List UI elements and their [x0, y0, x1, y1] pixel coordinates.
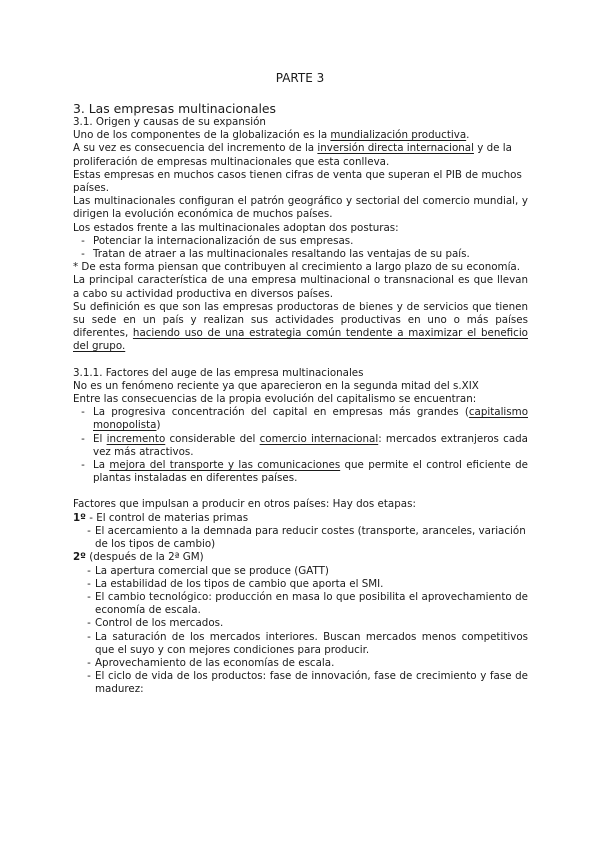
note: * De esta forma piensan que contribuyen al crecimiento a largo plazo de su economía. [73, 261, 521, 274]
paragraph-pattern: Las multinacionales configuran el patrón geográfico y sectorial del comercio mundial, y dirigen la evolución económica de muchos países. [73, 195, 528, 221]
list-item: - Potenciar la internacionalización de sus empresas. [81, 234, 354, 247]
list-item: - El cambio tecnológico: producción en masa lo que posibilita el aprovechamiento de economía de escala. [87, 590, 528, 617]
page-title: PARTE 3 [275, 71, 325, 85]
paragraph-globalization: Uno de los componentes de la globalización es la mundialización productiva. [73, 129, 470, 142]
document-body [73, 101, 528, 697]
paragraph-sales: Estas empresas en muchos casos tienen cifras de venta que superan el PIB de muchos países. [73, 168, 522, 195]
list-item: - El incremento considerable del comercio internacional: mercados extranjeros cada vez más atractivos. [81, 432, 528, 458]
section-heading: 3. Las empresas multinacionales [73, 101, 277, 116]
paragraph-postures: Los estados frente a las multinacionales adoptan dos posturas: [73, 221, 399, 234]
subsection-heading: 3.1.1. Factores del auge de las empresa multinacionales [73, 366, 364, 379]
list-item: - El acercamiento a la demnada para reducir costes (transporte, aranceles, variación de los tipos de cambio) [87, 524, 526, 551]
stage-first: 1º - El control de materias primas [73, 511, 249, 524]
paragraph-stages: Factores que impulsan a producir en otros países: Hay dos etapas: [73, 498, 416, 511]
stage-second: 2º (después de la 2ª GM) [73, 551, 204, 564]
paragraph-investment: A su vez es consecuencia del incremento de la inversión directa internacional y de la proliferación de empresas multinacionales que esta conlleva. [73, 142, 512, 168]
list-item: - La mejora del transporte y las comunicaciones que permite el control eficiente de plantas instaladas en diferentes países. [81, 459, 528, 485]
list-item: - Control de los mercados. [87, 617, 224, 630]
underlined-term: haciendo uso de una estrategia común tendente a maximizar el beneficio del grupo. [73, 327, 528, 353]
paragraph-origin: No es un fenómeno reciente ya que aparecieron en la segunda mitad del s.XIX [73, 379, 479, 392]
list-item: - La apertura comercial que se produce (GATT) [87, 564, 329, 577]
paragraph-definition: Su definición es que son las empresas productoras de bienes y de servicios que tienen su sede en un país y realizan sus actividades productivas en uno o más países diferentes, haciendo uso de una estrategia común tendente a maximizar el beneficio del grupo. [73, 300, 528, 353]
section-subheading: 3.1. Origen y causas de su expansión [73, 116, 266, 128]
list-item: - Aprovechamiento de las economías de escala. [87, 656, 335, 669]
list-item: - El ciclo de vida de los productos: fase de innovación, fase de crecimiento y fase de madurez: [87, 670, 528, 696]
paragraph-consequences: Entre las consecuencias de la propia evolución del capitalismo se encuentran: [73, 393, 477, 406]
paragraph-characteristic: La principal característica de una empresa multinacional o transnacional es que llevan a cabo su actividad productiva en diversos países. [73, 274, 528, 300]
list-item: - La estabilidad de los tipos de cambio que aporta el SMI. [87, 577, 384, 590]
underlined-term: inversión directa internacional [317, 142, 474, 155]
list-item: - La saturación de los mercados interiores. Buscan mercados menos competitivos que el suyo y con mejores condiciones para producir. [87, 630, 528, 656]
list-item: - La progresiva concentración del capital en empresas más grandes (capitalismo monopolista) [81, 406, 528, 432]
list-item: - Tratan de atraer a las multinacionales resaltando las ventajas de su país. [81, 248, 470, 261]
underlined-term: mundialización productiva [330, 129, 467, 142]
